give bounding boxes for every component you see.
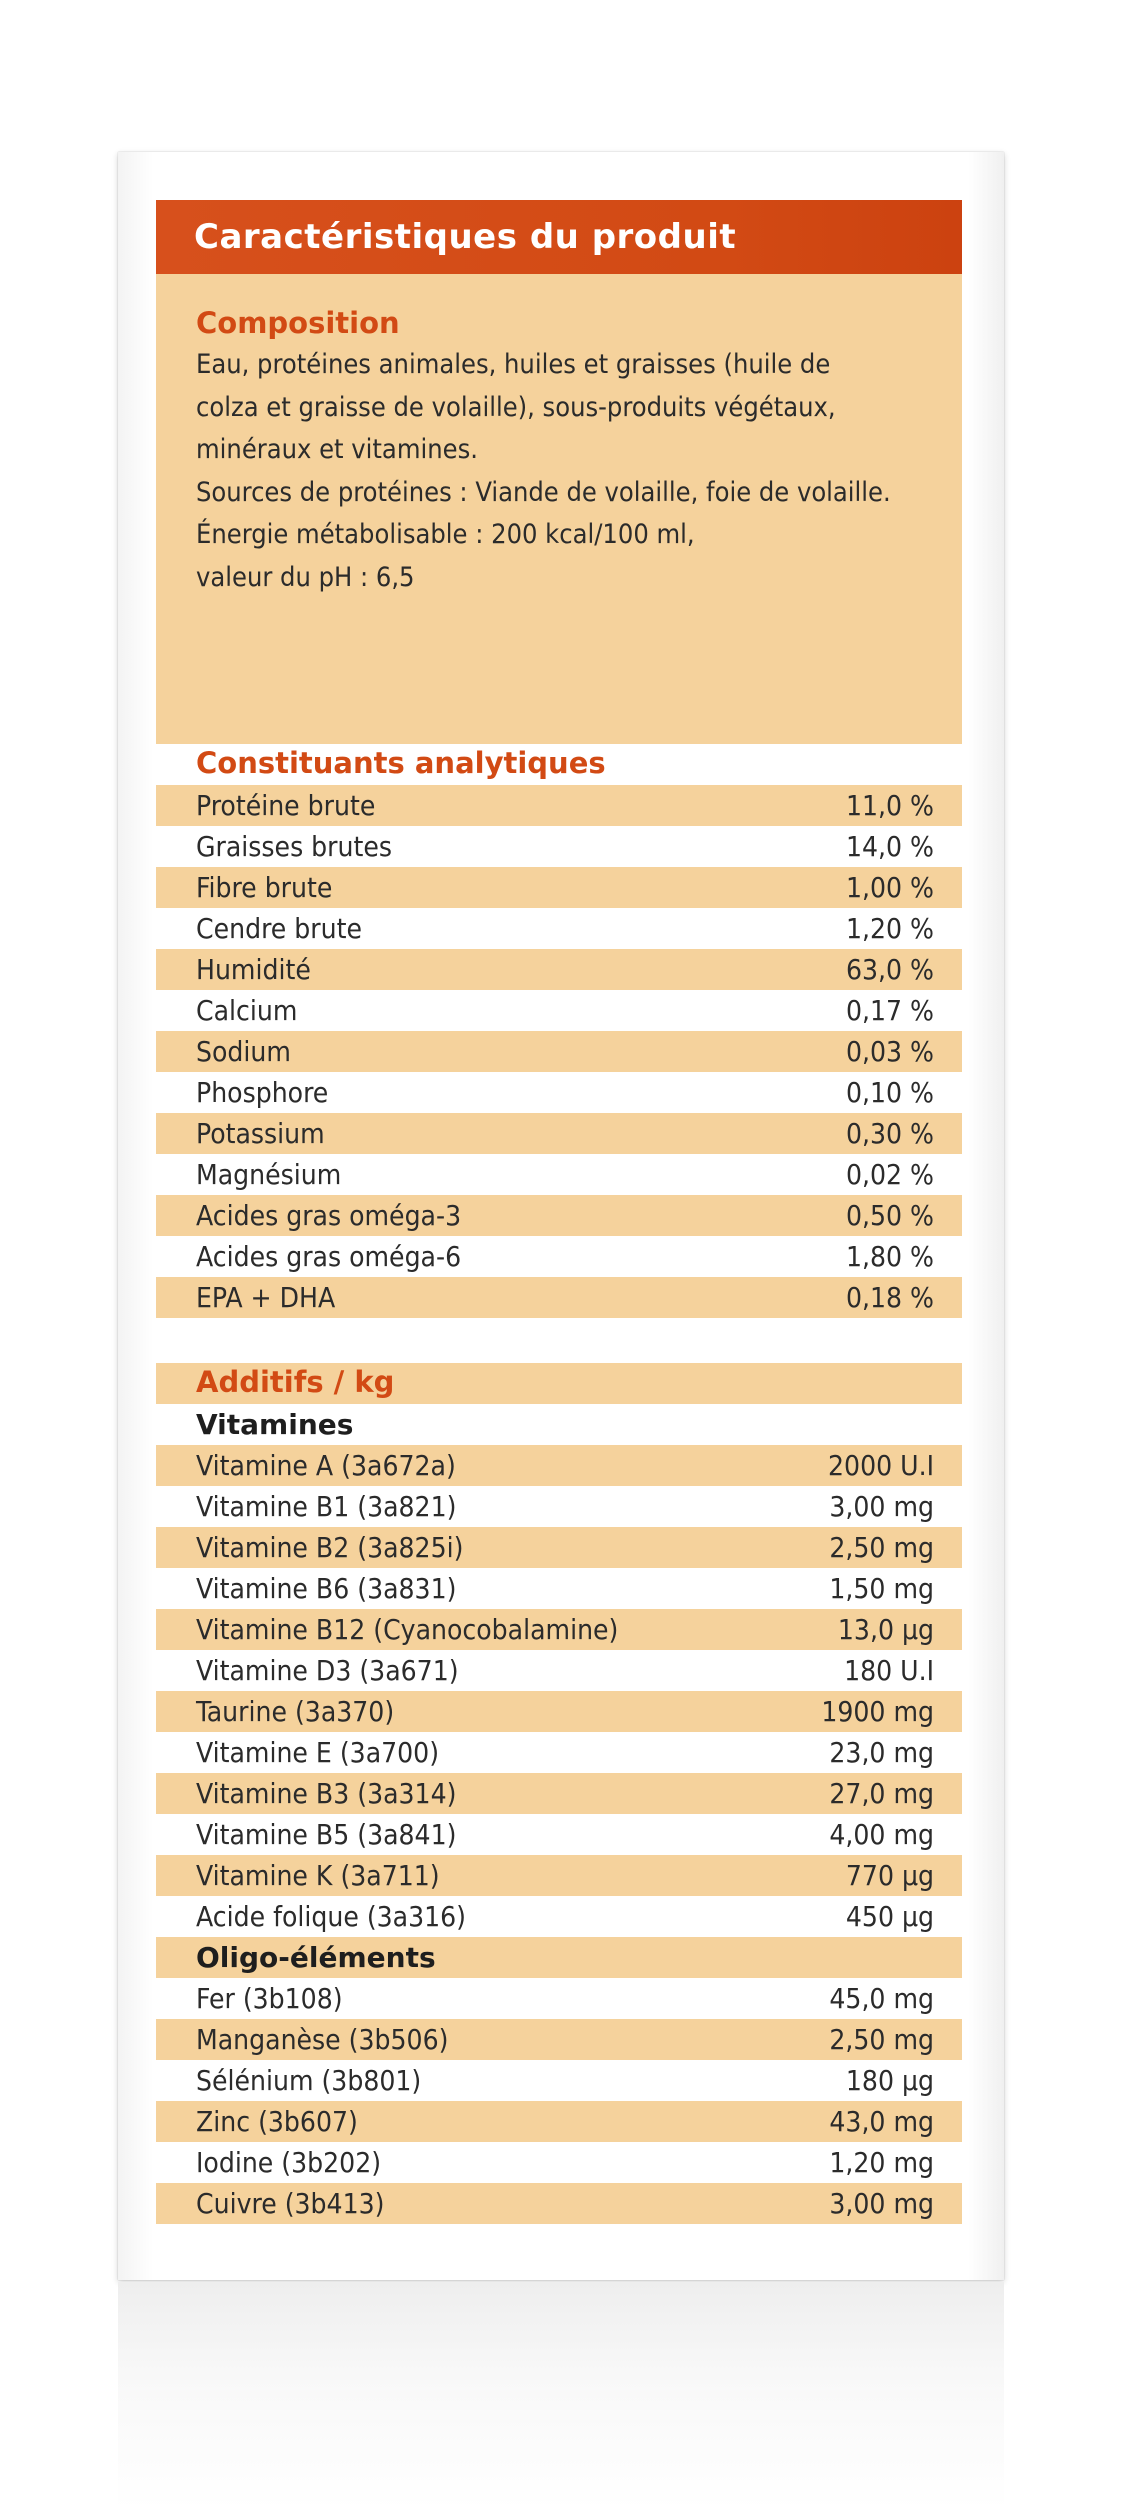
row-label: Fibre brute xyxy=(196,871,333,904)
trace-elements-title: Oligo-éléments xyxy=(196,1941,436,1974)
row-label: Acides gras oméga-3 xyxy=(196,1199,462,1232)
table-row xyxy=(156,826,962,867)
row-label: Potassium xyxy=(196,1117,325,1150)
row-value: 13,0 µg xyxy=(837,1613,934,1646)
card-reflection xyxy=(118,2282,1004,2510)
table-row xyxy=(156,1031,962,1072)
table-row xyxy=(156,990,962,1031)
row-label: Vitamine B6 (3a831) xyxy=(196,1572,457,1605)
row-label: Fer (3b108) xyxy=(196,1982,343,2015)
row-value: 1,50 mg xyxy=(829,1572,934,1605)
row-label: Vitamine B1 (3a821) xyxy=(196,1490,457,1523)
row-label: Vitamine B2 (3a825i) xyxy=(196,1531,464,1564)
composition-section xyxy=(156,274,962,744)
vitamins-title: Vitamines xyxy=(196,1408,354,1441)
row-value: 2,50 mg xyxy=(829,2023,934,2056)
table-row xyxy=(156,1609,962,1650)
composition-line: Eau, protéines animales, huiles et graisses (huile de xyxy=(196,349,831,380)
row-value: 1,80 % xyxy=(845,1240,934,1273)
composition-line: minéraux et vitamines. xyxy=(196,434,478,465)
row-label: Phosphore xyxy=(196,1076,329,1109)
row-value: 63,0 % xyxy=(845,953,934,986)
row-value: 3,00 mg xyxy=(829,1490,934,1523)
row-label: Protéine brute xyxy=(196,789,376,822)
table-row xyxy=(156,1732,962,1773)
row-label: Vitamine B3 (3a314) xyxy=(196,1777,457,1810)
row-label: Vitamine B5 (3a841) xyxy=(196,1818,457,1851)
row-label: Vitamine D3 (3a671) xyxy=(196,1654,459,1687)
table-row xyxy=(156,1978,962,2019)
row-value: 450 µg xyxy=(845,1900,934,1933)
row-value: 4,00 mg xyxy=(829,1818,934,1851)
table-row xyxy=(156,1527,962,1568)
row-value: 0,17 % xyxy=(845,994,934,1027)
table-row xyxy=(156,1445,962,1486)
composition-line: Sources de protéines : Viande de volaille, foie de volaille. xyxy=(196,476,891,508)
row-label: EPA + DHA xyxy=(196,1281,336,1314)
page-title: Caractéristiques du produit xyxy=(156,200,962,274)
table-row xyxy=(156,2183,962,2224)
row-value: 180 U.I xyxy=(844,1654,934,1687)
composition-title: Composition xyxy=(196,306,400,340)
table-row xyxy=(156,949,962,990)
row-value: 0,02 % xyxy=(845,1158,934,1191)
row-label: Vitamine B12 (Cyanocobalamine) xyxy=(196,1613,619,1646)
analytical-section xyxy=(156,744,962,1318)
row-label: Cendre brute xyxy=(196,912,362,945)
composition-text xyxy=(196,344,924,599)
row-value: 45,0 mg xyxy=(829,1982,934,2015)
row-value: 0,50 % xyxy=(845,1199,934,1232)
row-value: 1,20 mg xyxy=(829,2146,934,2179)
row-label: Acides gras oméga-6 xyxy=(196,1240,462,1273)
table-row xyxy=(156,1650,962,1691)
table-row xyxy=(156,1896,962,1937)
row-label: Acide folique (3a316) xyxy=(196,1900,467,1933)
row-value: 43,0 mg xyxy=(829,2105,934,2138)
composition-line: colza et graisse de volaille), sous-produits végétaux, xyxy=(196,391,836,423)
row-label: Vitamine E (3a700) xyxy=(196,1736,440,1769)
row-value: 0,30 % xyxy=(845,1117,934,1150)
row-value: 3,00 mg xyxy=(829,2187,934,2220)
table-row xyxy=(156,1773,962,1814)
analytical-title-row xyxy=(156,744,962,785)
row-value: 27,0 mg xyxy=(829,1777,934,1810)
row-label: Calcium xyxy=(196,994,298,1027)
table-row xyxy=(156,1568,962,1609)
table-row xyxy=(156,2060,962,2101)
additives-title: Additifs / kg xyxy=(196,1365,395,1399)
table-row xyxy=(156,1814,962,1855)
composition-line: Énergie métabolisable : 200 kcal/100 ml, xyxy=(196,519,695,550)
row-label: Vitamine K (3a711) xyxy=(196,1859,440,1892)
additives-title-row xyxy=(156,1363,962,1404)
row-value: 1900 mg xyxy=(821,1695,934,1728)
table-row xyxy=(156,908,962,949)
row-value: 14,0 % xyxy=(845,830,934,863)
analytical-title: Constituants analytiques xyxy=(196,746,606,780)
row-label: Graisses brutes xyxy=(196,830,392,863)
table-row xyxy=(156,1195,962,1236)
table-row xyxy=(156,1072,962,1113)
vitamins-table xyxy=(156,1445,962,1937)
row-label: Vitamine A (3a672a) xyxy=(196,1449,456,1482)
row-label: Cuivre (3b413) xyxy=(196,2187,385,2220)
row-label: Manganèse (3b506) xyxy=(196,2023,449,2056)
row-value: 11,0 % xyxy=(845,789,934,822)
table-row xyxy=(156,2101,962,2142)
table-row xyxy=(156,2019,962,2060)
vitamins-title-row xyxy=(156,1404,962,1445)
table-row xyxy=(156,1691,962,1732)
table-row xyxy=(156,867,962,908)
row-value: 770 µg xyxy=(845,1859,934,1892)
trace-title-row xyxy=(156,1937,962,1978)
table-row xyxy=(156,2142,962,2183)
row-value: 0,10 % xyxy=(845,1076,934,1109)
composition-line: valeur du pH : 6,5 xyxy=(196,561,415,593)
row-label: Zinc (3b607) xyxy=(196,2105,358,2138)
row-value: 23,0 mg xyxy=(829,1736,934,1769)
table-row xyxy=(156,1154,962,1195)
row-value: 2000 U.I xyxy=(828,1449,934,1482)
row-value: 1,00 % xyxy=(845,871,934,904)
row-value: 1,20 % xyxy=(845,912,934,945)
row-label: Iodine (3b202) xyxy=(196,2146,382,2179)
table-row xyxy=(156,1277,962,1318)
table-row xyxy=(156,1486,962,1527)
row-value: 2,50 mg xyxy=(829,1531,934,1564)
table-row xyxy=(156,785,962,826)
row-value: 0,03 % xyxy=(845,1035,934,1068)
row-label: Taurine (3a370) xyxy=(196,1695,395,1728)
table-row xyxy=(156,1113,962,1154)
additives-section xyxy=(156,1363,962,2224)
trace-elements-table xyxy=(156,1978,962,2224)
analytical-table xyxy=(156,785,962,1318)
row-label: Humidité xyxy=(196,953,311,986)
row-value: 0,18 % xyxy=(845,1281,934,1314)
row-value: 180 µg xyxy=(845,2064,934,2097)
table-row xyxy=(156,1236,962,1277)
row-label: Sélénium (3b801) xyxy=(196,2064,422,2097)
table-row xyxy=(156,1855,962,1896)
row-label: Sodium xyxy=(196,1035,291,1068)
row-label: Magnésium xyxy=(196,1158,342,1191)
